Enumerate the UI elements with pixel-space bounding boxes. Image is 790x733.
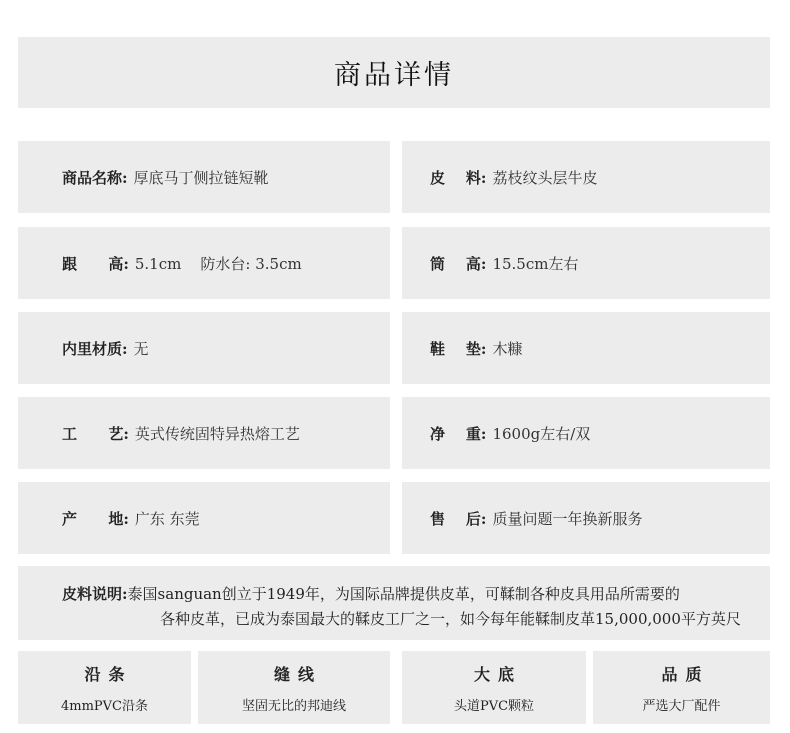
spec-value: 无 bbox=[133, 339, 149, 358]
description-label: 皮料说明: bbox=[62, 585, 128, 603]
feature-subtitle: 严选大厂配件 bbox=[642, 698, 721, 714]
spec-label: 商品名称: bbox=[62, 168, 128, 187]
spec-label: 鞋 垫: bbox=[430, 339, 487, 358]
spec-cell-product-name bbox=[18, 141, 390, 213]
feature-title: 大底 bbox=[473, 664, 522, 684]
spec-label: 净 重: bbox=[430, 424, 487, 443]
feature-title: 品质 bbox=[661, 664, 710, 684]
feature-stitching bbox=[198, 651, 390, 724]
spec-value: 荔枝纹头层牛皮 bbox=[492, 168, 598, 187]
spec-cell-after-sales bbox=[402, 482, 770, 554]
spec-value: 广东 东莞 bbox=[134, 509, 200, 528]
feature-subtitle: 头道PVC颗粒 bbox=[453, 698, 535, 714]
spec-label: 筒 高: bbox=[430, 254, 487, 273]
page-title: 商品详情 bbox=[334, 60, 454, 91]
spec-cell-net-weight bbox=[402, 397, 770, 469]
section-header bbox=[18, 37, 770, 108]
spec-label: 售 后: bbox=[430, 509, 487, 528]
spec-label: 皮 料: bbox=[430, 168, 487, 187]
spec-label: 产 地: bbox=[62, 509, 129, 528]
feature-welt bbox=[18, 651, 191, 724]
feature-subtitle: 坚固无比的邦迪线 bbox=[241, 698, 346, 714]
spec-value: 质量问题一年换新服务 bbox=[492, 509, 643, 528]
spec-cell-origin bbox=[18, 482, 390, 554]
feature-title: 沿条 bbox=[84, 664, 133, 684]
spec-value: 5.1cm 防水台: 3.5cm bbox=[134, 254, 302, 273]
spec-cell-material bbox=[402, 141, 770, 213]
description-line-2: 各种皮革，已成为泰国最大的鞣皮工厂之一，如今每年能鞣制皮革15,000,000平方英尺 bbox=[160, 610, 741, 628]
leather-description bbox=[18, 566, 770, 640]
feature-title: 缝线 bbox=[273, 664, 322, 684]
description-line-1: 泰国sanguan创立于1949年，为国际品牌提供皮革，可鞣制各种皮具用品所需要的 bbox=[127, 585, 680, 603]
spec-label: 跟 高: bbox=[62, 254, 129, 273]
feature-outsole bbox=[402, 651, 586, 724]
spec-value: 15.5cm左右 bbox=[492, 254, 579, 273]
spec-value: 木糠 bbox=[492, 339, 523, 358]
spec-value: 1600g左右/双 bbox=[492, 424, 591, 443]
spec-label: 工 艺: bbox=[62, 424, 129, 443]
spec-cell-lining bbox=[18, 312, 390, 384]
spec-value: 英式传统固特异热熔工艺 bbox=[134, 424, 300, 443]
spec-cell-craft bbox=[18, 397, 390, 469]
spec-label: 内里材质: bbox=[62, 339, 128, 358]
spec-value: 厚底马丁侧拉链短靴 bbox=[133, 168, 269, 187]
feature-quality bbox=[593, 651, 770, 724]
feature-subtitle: 4mmPVC沿条 bbox=[60, 698, 148, 714]
spec-cell-shaft-height bbox=[402, 227, 770, 299]
spec-cell-heel-height bbox=[18, 227, 390, 299]
spec-cell-insole bbox=[402, 312, 770, 384]
